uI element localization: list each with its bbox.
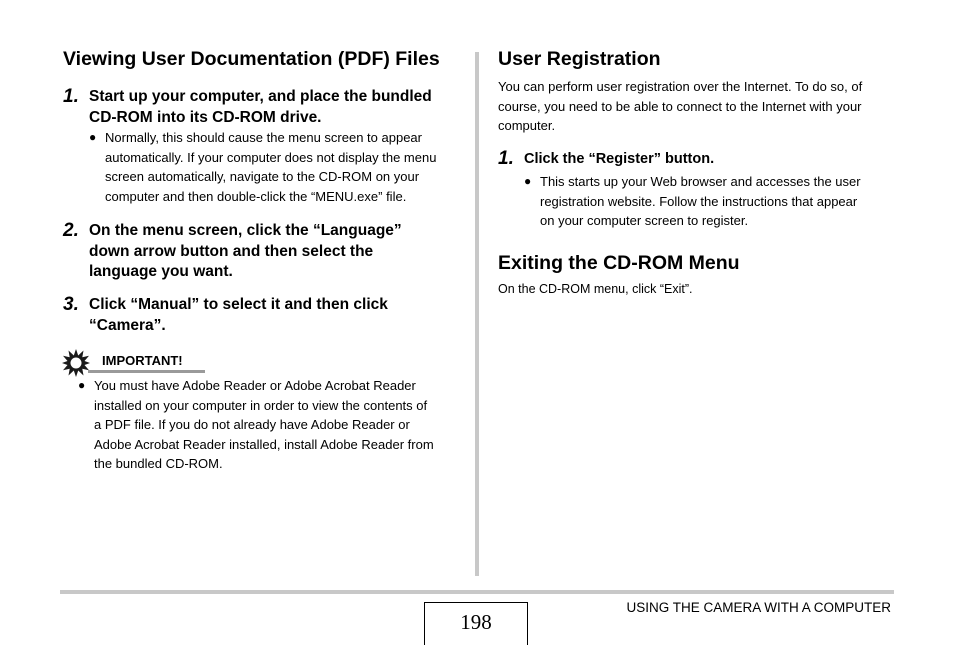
bullet-icon: ● xyxy=(78,378,86,392)
column-divider xyxy=(475,52,479,576)
important-burst-icon xyxy=(62,349,90,377)
registration-step-text: Click the “Register” button. xyxy=(524,151,715,167)
registration-intro: You can perform user registration over the Internet. To do so, of course, you need to be able to connect to the Internet with your computer. xyxy=(498,79,863,133)
section-heading-registration: User Registration xyxy=(498,48,661,70)
section-heading-exiting: Exiting the CD-ROM Menu xyxy=(498,252,740,274)
bullet-icon: ● xyxy=(89,130,97,144)
important-label: IMPORTANT! xyxy=(102,353,183,368)
bullet-icon: ● xyxy=(524,174,532,188)
step-1-text: Start up your computer, and place the bundled CD-ROM into its CD-ROM drive. xyxy=(89,88,432,126)
registration-step-bullet: ● This starts up your Web browser and accesses the user registration website. Follow the instructions that appear on your computer screen to register. xyxy=(524,172,904,231)
step-number-2: 2. xyxy=(63,220,79,241)
registration-step-number-1: 1. xyxy=(498,148,514,169)
step-2-text: On the menu screen, click the “Language” down arrow button and then select the language you want. xyxy=(89,222,402,280)
important-bullet: ● You must have Adobe Reader or Adobe Acrobat Reader installed on your computer in order to view the contents of a PDF file. If you do not already have Adobe Reader or Adobe Acrobat Reader installed, install Adobe Reader from the bundled CD-ROM. xyxy=(78,376,473,474)
step-number-3: 3. xyxy=(63,294,79,315)
step-1-bullet: ● Normally, this should cause the menu screen to appear automatically. If your computer does not display the menu screen automatically, navigate to the CD-ROM on your computer and then double-click the “MENU.exe” file. xyxy=(89,128,469,206)
step-3-text: Click “Manual” to select it and then click “Camera”. xyxy=(89,296,388,334)
footer-section-title: USING THE CAMERA WITH A COMPUTER xyxy=(626,600,891,615)
page-number: 198 xyxy=(424,602,528,645)
section-heading-pdf: Viewing User Documentation (PDF) Files xyxy=(63,48,440,70)
exiting-text: On the CD-ROM menu, click “Exit”. xyxy=(498,282,693,296)
step-number-1: 1. xyxy=(63,86,79,107)
important-underline xyxy=(88,370,205,373)
footer-rule xyxy=(60,590,894,594)
